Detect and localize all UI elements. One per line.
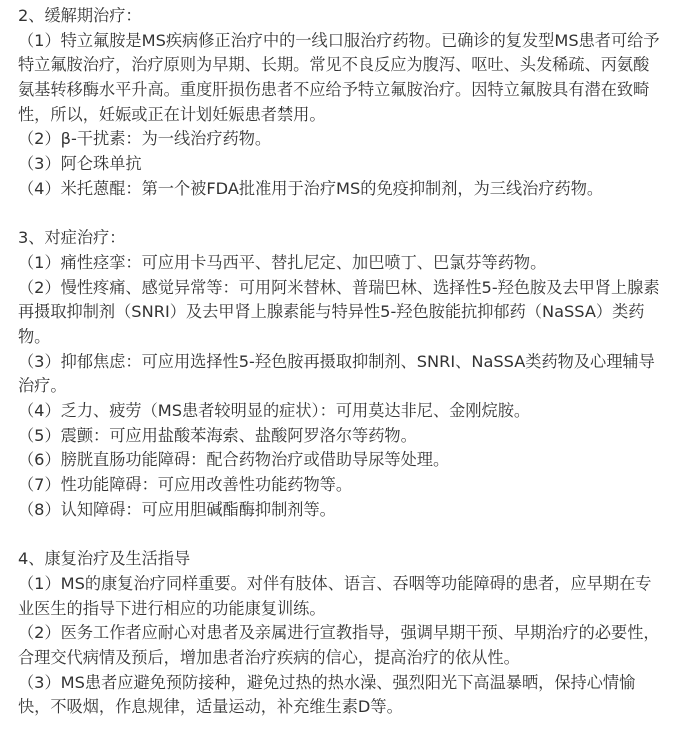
section-rehabilitation-guidance xyxy=(18,547,678,720)
section-remission-treatment xyxy=(18,4,678,202)
paragraph-line: （3）MS患者应避免预防接种，避免过热的热水澡、强烈阳光下高温暴晒，保持心情愉 xyxy=(18,672,636,692)
paragraph-line: （7）性功能障碍：可应用改善性功能药物等。 xyxy=(18,475,353,495)
paragraph-line: （6）膀胱直肠功能障碍：配合药物治疗或借助导尿等处理。 xyxy=(18,450,450,470)
paragraph-line: 快，不吸烟，作息规律，适量运动，补充维生素D等。 xyxy=(18,697,403,717)
paragraph-line: （1）特立氟胺是MS疾病修正治疗中的一线口服治疗药物。已确诊的复发型MS患者可给予 xyxy=(18,30,660,50)
paragraph-line: 合理交代病情及预后，增加患者治疗疾病的信心，提高治疗的依从性。 xyxy=(18,647,520,667)
paragraph-line: 氨基转移酶水平升高。重度肝损伤患者不应给予特立氟胺治疗。因特立氟胺具有潜在致畸 xyxy=(18,80,650,100)
paragraph-spacer xyxy=(18,522,678,547)
paragraph-line: （3）抑郁焦虑：可应用选择性5-羟色胺再摄取抑制剂、SNRI、NaSSA类药物及心理辅导 xyxy=(18,351,655,371)
paragraph-line: 物。 xyxy=(18,326,51,346)
paragraph-line: 治疗。 xyxy=(18,376,67,396)
section-heading: 4、康复治疗及生活指导 xyxy=(18,549,191,569)
paragraph-line: 性，所以，妊娠或正在计划妊娠患者禁用。 xyxy=(18,104,326,124)
paragraph-line: （1）痛性痉挛：可应用卡马西平、替扎尼定、加巴喷丁、巴氯芬等药物。 xyxy=(18,252,547,272)
paragraph-line: （4）乏力、疲劳（MS患者较明显的症状）：可用莫达非尼、金刚烷胺。 xyxy=(18,401,531,420)
paragraph-line: （4）米托蒽醌：第一个被FDA批准用于治疗MS的免疫抑制剂，为三线治疗药物。 xyxy=(18,178,604,198)
paragraph-line: （8）认知障碍：可应用胆碱酯酶抑制剂等。 xyxy=(18,499,336,519)
paragraph-spacer xyxy=(18,202,678,227)
paragraph-line: （3）阿仑珠单抗 xyxy=(18,154,142,174)
paragraph-line: 业医生的指导下进行相应的功能康复训练。 xyxy=(18,598,326,618)
paragraph-line: （2）慢性疼痛、感觉异常等：可用阿米替林、普瑞巴林、选择性5-羟色胺及去甲肾上腺素 xyxy=(18,277,660,297)
section-symptomatic-treatment xyxy=(18,226,678,522)
article-body xyxy=(18,4,678,720)
paragraph-line: 特立氟胺治疗，治疗原则为早期、长期。常见不良反应为腹泻、呕吐、头发稀疏、丙氨酸 xyxy=(18,55,650,75)
paragraph-line: （5）震颤：可应用盐酸苯海索、盐酸阿罗洛尔等药物。 xyxy=(18,425,417,445)
section-heading: 2、缓解期治疗： xyxy=(18,6,142,25)
paragraph-line: （1）MS的康复治疗同样重要。对伴有肢体、语言、吞咽等功能障碍的患者，应早期在专 xyxy=(18,573,652,593)
paragraph-line: （2）β-干扰素：为一线治疗药物。 xyxy=(18,129,272,149)
paragraph-line: 再摄取抑制剂（SNRI）及去甲肾上腺素能与特异性5-羟色胺能抗抑郁药（NaSSA）类药 xyxy=(18,302,645,322)
paragraph-line: （2）医务工作者应耐心对患者及亲属进行宣教指导，强调早期干预、早期治疗的必要性， xyxy=(18,623,660,643)
section-heading: 3、对症治疗： xyxy=(18,228,126,248)
